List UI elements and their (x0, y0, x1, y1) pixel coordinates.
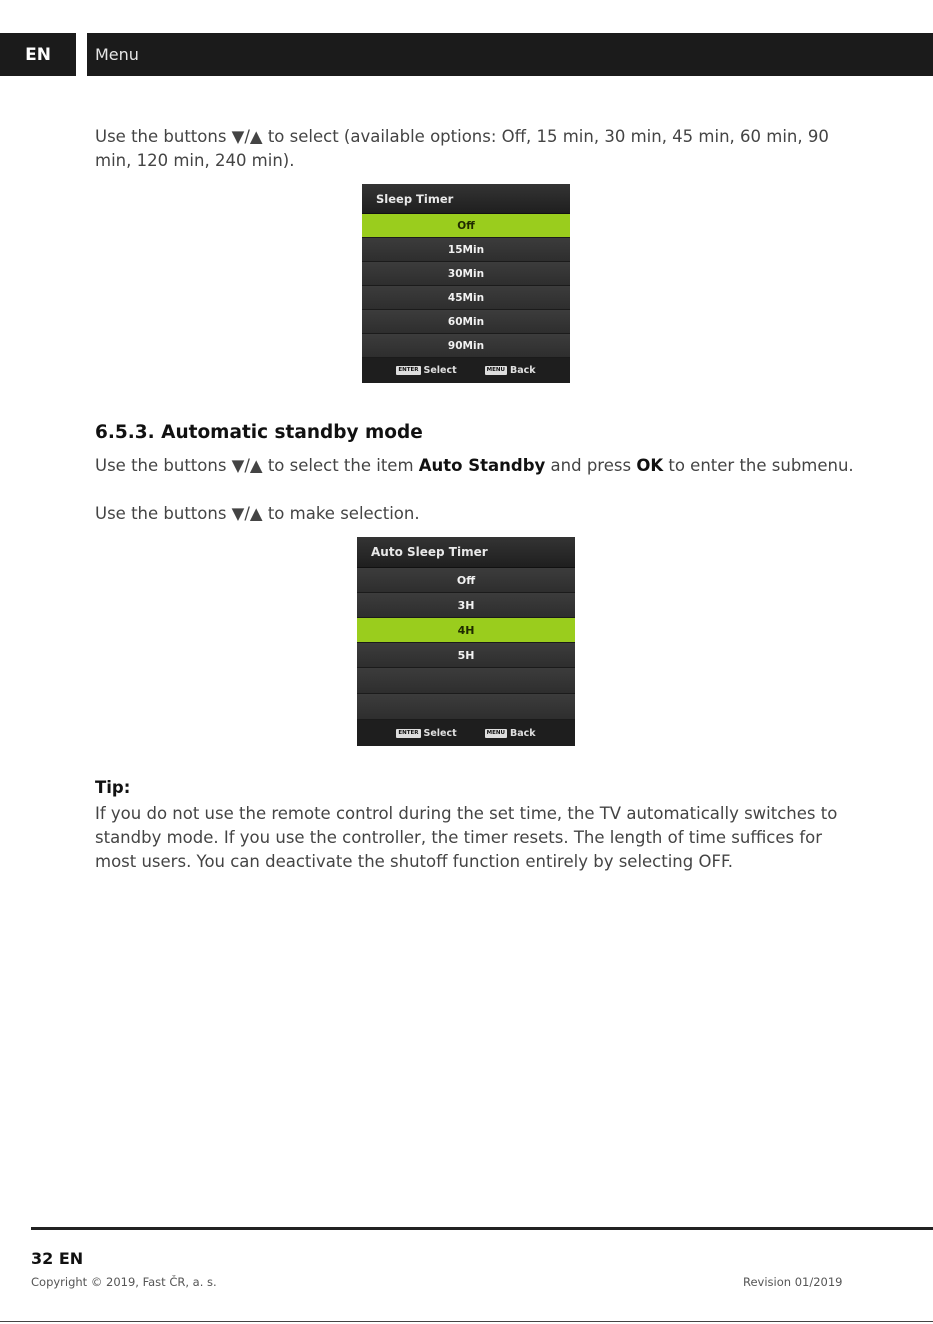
footer-divider (31, 1227, 933, 1230)
auto-standby-instructions (95, 454, 855, 478)
sleep-timer-menu (362, 184, 570, 383)
sleep-timer-instructions: Use the buttons ▼/▲ to select (available options: Off, 15 min, 30 min, 45 min, 60 min, 90 min, 120 min, 240 min). (95, 127, 829, 170)
section-heading: 6.5.3. Automatic standby mode (95, 422, 423, 443)
enter-key-icon: ENTER (398, 367, 419, 373)
menu-back-hint (485, 728, 536, 739)
enter-select-hint (396, 365, 456, 376)
instr-part-2: and press (545, 456, 637, 475)
menu-back-hint (485, 365, 536, 376)
auto-sleep-option-off[interactable]: Off (357, 568, 575, 593)
sleep-timer-option-90[interactable]: 90Min (362, 334, 570, 358)
instr-part-1: Use the buttons ▼/▲ to select the item (95, 456, 419, 475)
section-title: Menu (95, 45, 139, 64)
revision-label: Revision 01/2019 (743, 1275, 843, 1289)
enter-select-hint (396, 728, 456, 739)
sleep-timer-menu-title: Sleep Timer (362, 184, 570, 214)
page-number: 32 EN (31, 1249, 84, 1268)
sleep-timer-option-45[interactable]: 45Min (362, 286, 570, 310)
tip-label: Tip: (95, 778, 131, 797)
auto-sleep-menu-footer (357, 720, 575, 746)
sleep-timer-menu-footer (362, 358, 570, 383)
language-badge: EN (0, 33, 76, 76)
auto-sleep-option-4h[interactable]: 4H (357, 618, 575, 643)
auto-sleep-timer-menu-title: Auto Sleep Timer (357, 537, 575, 568)
sleep-timer-option-off[interactable]: Off (362, 214, 570, 238)
selection-instructions: Use the buttons ▼/▲ to make selection. (95, 504, 420, 523)
select-label: Select (423, 727, 457, 739)
auto-sleep-option-5h[interactable]: 5H (357, 643, 575, 668)
page-bottom-line (0, 1321, 933, 1322)
sleep-timer-option-30[interactable]: 30Min (362, 262, 570, 286)
tip-text: If you do not use the remote control during the set time, the TV automatically switches to standby mode. If you use the controller, the timer resets. The length of time suffices for most users. You can deactivate the shutoff function entirely by selecting OFF. (95, 804, 838, 871)
back-label: Back (509, 365, 536, 376)
back-label: Back (509, 727, 536, 739)
auto-sleep-empty-row (357, 668, 575, 694)
menu-key-icon: MENU (486, 367, 505, 373)
auto-standby-term: Auto Standby (418, 456, 546, 475)
menu-key-icon: MENU (486, 729, 505, 736)
copyright-notice: Copyright © 2019, Fast ČR, a. s. (31, 1275, 217, 1289)
auto-sleep-option-3h[interactable]: 3H (357, 593, 575, 618)
enter-key-icon: ENTER (398, 729, 419, 736)
auto-sleep-empty-row (357, 694, 575, 720)
section-header (87, 33, 933, 76)
instr-part-3: to enter the submenu. (663, 456, 854, 475)
sleep-timer-option-15[interactable]: 15Min (362, 238, 570, 262)
sleep-timer-option-60[interactable]: 60Min (362, 310, 570, 334)
auto-sleep-timer-menu (357, 537, 575, 746)
ok-term: OK (636, 456, 664, 475)
select-label: Select (423, 365, 457, 376)
